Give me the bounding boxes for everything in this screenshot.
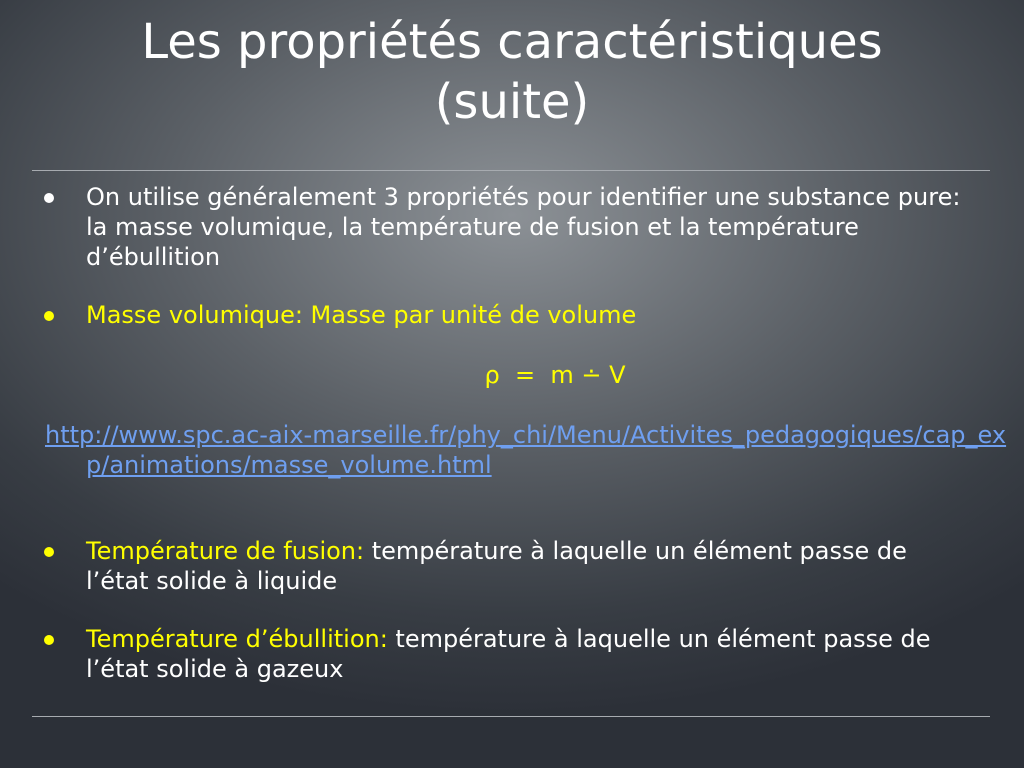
- reference-link[interactable]: http://www.spc.ac-aix-marseille.fr/phy_chi/Menu/Activites_pedagogiques/cap_exp/animations/masse_volume.html: [45, 421, 1007, 479]
- term-definition: température à laquelle un élément passe de l’état solide à liquide: [86, 537, 907, 595]
- bullet-item-masse-volumique: [44, 300, 974, 330]
- bullet-item-substance: [44, 182, 974, 272]
- top-divider: [32, 170, 990, 171]
- bullet-dot-icon: [44, 193, 54, 203]
- density-formula: ρ = m ∸ V: [484, 361, 626, 389]
- bullet-text: On utilise généralement 3 propriétés pour identifier une substance pure: la masse volumique, la température de fusion et la température d’ébullition: [86, 183, 961, 271]
- title-line-1: Les propriétés caractéristiques: [141, 14, 883, 70]
- bullet-text: [86, 624, 974, 684]
- bullet-text: [86, 536, 974, 596]
- slide-title: [40, 12, 984, 132]
- bullet-dot-icon: [44, 547, 54, 557]
- title-line-2: (suite): [434, 74, 590, 130]
- bullet-dot-icon: [44, 635, 54, 645]
- bottom-divider: [32, 716, 990, 717]
- term-label: Température de fusion:: [86, 537, 365, 565]
- bullet-text: Masse volumique: Masse par unité de volume: [86, 301, 637, 329]
- term-label: Température d’ébullition:: [86, 625, 388, 653]
- bullet-dot-icon: [44, 311, 54, 321]
- bullet-item-fusion: [44, 536, 974, 596]
- term-definition: température à laquelle un élément passe de l’état solide à gazeux: [86, 625, 931, 683]
- bullet-item-ebullition: [44, 624, 974, 684]
